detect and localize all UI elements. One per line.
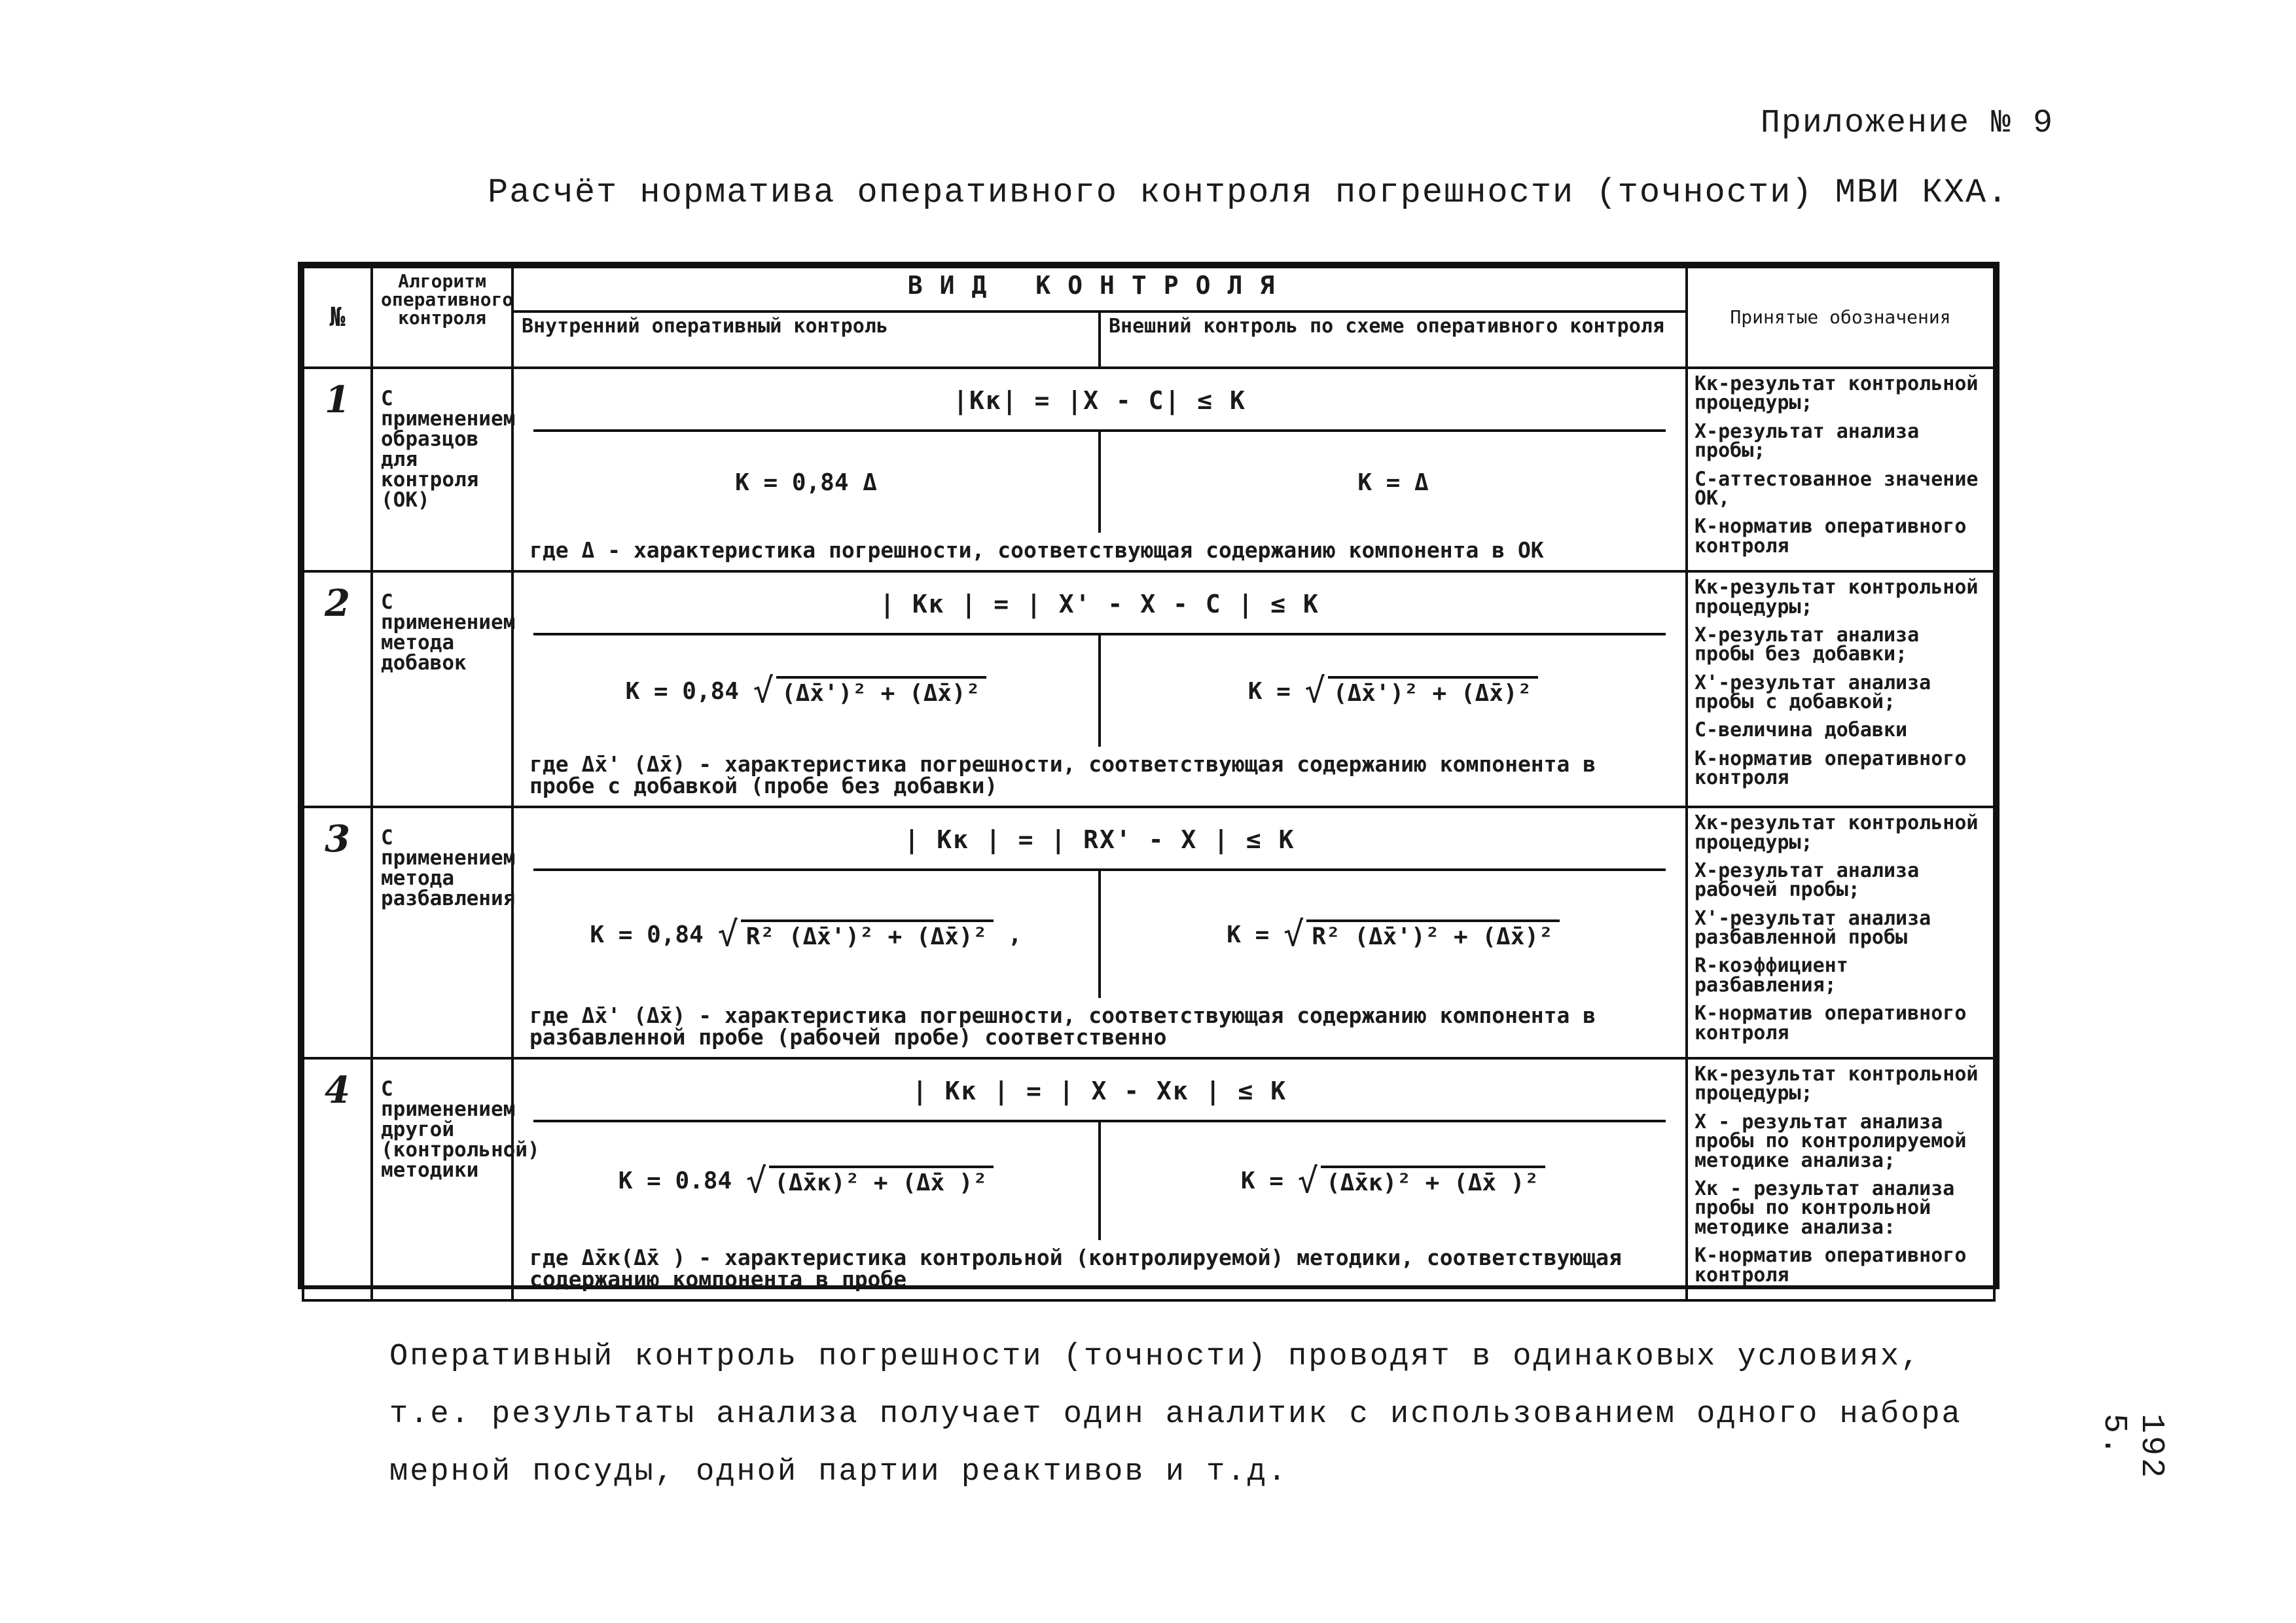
legend-cell (1687, 368, 1994, 571)
formula-prefix: K = 0.84 (618, 1168, 732, 1195)
formula-note: где Δx̄' (Δx̄) - характеристика погрешности, соответствующая содержанию компонента в разбавленной пробе (рабочей пробе) соответственно (529, 1003, 1596, 1050)
formula-cell (512, 571, 1687, 807)
legend-entry: Kк-результат контрольной процедуры; (1695, 576, 1979, 618)
legend-entry: Kк-результат контрольной процедуры; (1695, 372, 1979, 415)
legend-cell (1687, 571, 1994, 807)
legend-entry: X'-результат анализа разбавленной пробы (1695, 906, 1931, 950)
internal-formula: K = 0,84 Δ (514, 432, 1101, 533)
legend-entry: C-величина добавки (1695, 719, 1908, 742)
external-formula (1101, 1122, 1685, 1240)
radicand: R² (Δx̄')² + (Δx̄)² (741, 919, 994, 950)
legend-entry: X-результат анализа рабочей пробы; (1695, 859, 1920, 902)
legend-entry: X-результат анализа пробы; (1695, 419, 1920, 463)
main-formula: | Kк | = | X' - X - C | ≤ K (533, 573, 1666, 635)
external-formula (1101, 635, 1685, 747)
sqrt-icon: √ (745, 1161, 767, 1201)
legend-entry: K-норматив оперативного контроля (1695, 1002, 1967, 1044)
header-algorithm: Алгоритм оперативного контроля (372, 267, 512, 368)
formula-note: где Δx̄к(Δx̄ ) - характеристика контрольной (контролируемой) методики, соответствующая содержанию компонента в пробе (529, 1244, 1622, 1292)
table-row (303, 368, 1994, 571)
legend-cell (1687, 807, 1994, 1058)
algorithm-cell: С применением образцов для контроля (ОК) (372, 368, 512, 571)
radicand: (Δx̄к)² + (Δx̄ )² (769, 1166, 994, 1196)
table-row (303, 1058, 1994, 1300)
formula-cell (512, 368, 1687, 571)
main-formula: | Kк | = | RX' - X | ≤ K (533, 808, 1666, 871)
page-title: Расчёт норматива оперативного контроля погрешности (точности) МВИ КХА. (488, 173, 2009, 212)
sqrt-icon: √ (717, 915, 738, 955)
legend-entry: Xк-результат контрольной процедуры; (1695, 812, 1979, 854)
formula-prefix: K = (1247, 677, 1291, 705)
formula-prefix: K = (1240, 1168, 1283, 1195)
external-formula: K = Δ (1357, 469, 1429, 496)
main-formula: |Kк| = |X - C| ≤ K (533, 369, 1666, 432)
legend-entry: K-норматив оперативного контроля (1695, 747, 1967, 790)
radicand: (Δx̄')² + (Δx̄)² (1328, 676, 1538, 707)
control-table (302, 266, 1996, 1302)
algorithm-cell: С применением метода добавок (372, 571, 512, 807)
row-number: 4 (303, 1058, 372, 1300)
header-external: Внешний контроль по схеме оперативного контроля (1100, 312, 1687, 368)
formula-prefix: K = 0,84 (625, 677, 739, 705)
formula-cell (512, 807, 1687, 1058)
external-formula (1101, 871, 1685, 998)
legend-entry: X-результат анализа пробы без добавки; (1695, 623, 1920, 666)
radicand: R² (Δx̄')² + (Δx̄)² (1306, 919, 1559, 950)
legend-entry: C-аттестованное значение ОК, (1695, 467, 1979, 510)
algorithm-cell: С применением метода разбавления (372, 807, 512, 1058)
sqrt-icon: √ (1297, 1161, 1318, 1201)
formula-prefix: K = 0,84 (590, 921, 704, 948)
legend-entry: Kк-результат контрольной процедуры; (1695, 1063, 1979, 1105)
formula-note: где Δ - характеристика погрешности, соответствующая содержанию компонента в ОК (529, 537, 1544, 563)
radicand: (Δx̄')² + (Δx̄)² (776, 676, 986, 707)
page-number: 192 5. (2095, 1414, 2170, 1481)
legend-entry: X - результат анализа пробы по контролируемой методике анализа; (1695, 1110, 1967, 1172)
sqrt-icon: √ (1283, 915, 1304, 955)
internal-formula (514, 635, 1101, 747)
formula-prefix: K = (1227, 921, 1270, 948)
legend-entry: K-норматив оперативного контроля (1695, 1244, 1967, 1287)
footer-paragraph: Оперативный контроль погрешности (точности) проводят в одинаковых условиях, т.е. результаты анализа получает один аналитик с использованием одного набора мерной посуды, одной партии реактивов и т.д. (389, 1340, 1962, 1489)
algorithm-cell: С применением другой (контрольной) методики (372, 1058, 512, 1300)
legend-entry: R-коэффициент разбавления; (1695, 954, 1848, 997)
sqrt-icon: √ (753, 671, 774, 711)
appendix-label: Приложение № 9 (1760, 105, 2054, 142)
header-internal: Внутренний оперативный контроль (512, 312, 1100, 368)
main-formula: | Kк | = | X - Xк | ≤ K (533, 1060, 1666, 1122)
internal-formula (514, 1122, 1101, 1240)
header-legend: Принятые обозначения (1687, 267, 1994, 368)
row-number: 3 (303, 807, 372, 1058)
table-row (303, 807, 1994, 1058)
radicand: (Δx̄к)² + (Δx̄ )² (1321, 1166, 1545, 1196)
legend-entry: Xк - результат анализа пробы по контрольной методике анализа: (1695, 1177, 1955, 1239)
table-row (303, 571, 1994, 807)
legend-cell (1687, 1058, 1994, 1300)
legend-entry: X'-результат анализа пробы с добавкой; (1695, 671, 1931, 714)
internal-formula (514, 871, 1101, 998)
formula-note: где Δx̄' (Δx̄) - характеристика погрешности, соответствующая содержанию компонента в пробе с добавкой (пробе без добавки) (529, 751, 1596, 799)
header-num: № (303, 267, 372, 368)
header-kind: ВИД КОНТРОЛЯ (512, 267, 1687, 312)
formula-suffix: , (1007, 921, 1022, 948)
formula-cell (512, 1058, 1687, 1300)
row-number: 2 (303, 571, 372, 807)
control-table-frame (298, 262, 2000, 1292)
legend-entry: K-норматив оперативного контроля (1695, 515, 1967, 558)
sqrt-icon: √ (1304, 671, 1325, 711)
row-number: 1 (303, 368, 372, 571)
